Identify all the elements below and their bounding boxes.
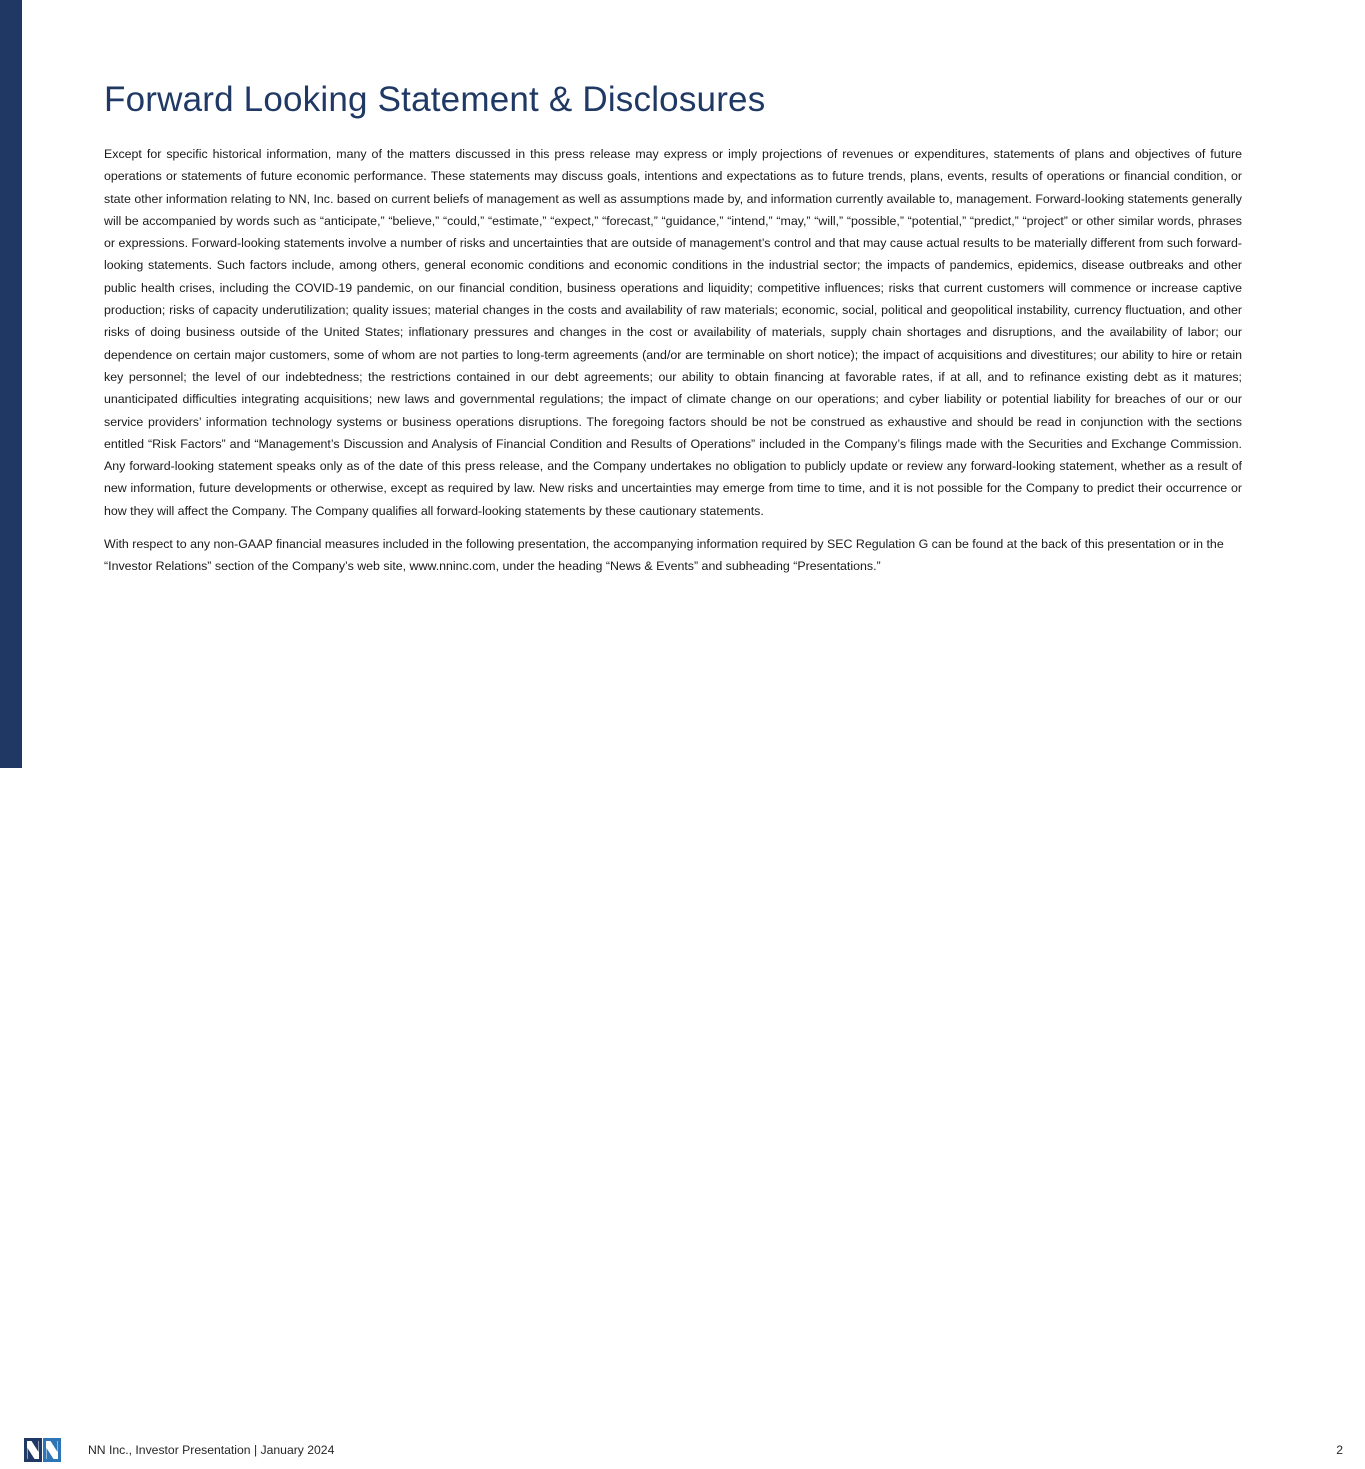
- page-title: Forward Looking Statement & Disclosures: [104, 80, 766, 120]
- disclosure-paragraph-1: Except for specific historical information, many of the matters discussed in this press release may express or imply projections of revenues or expenditures, statements of plans and objectives of future operations or statements of future economic performance. These statements may discuss goals, intentions and expectations as to future trends, plans, events, results of operations or financial condition, or state other information relating to NN, Inc. based on current beliefs of management as well as assumptions made by, and information currently available to, management. Forward-looking statements generally will be accompanied by words such as “anticipate,” “believe,” “could,” “estimate,” “expect,” “forecast,” “guidance,” “intend,” “may,” “will,” “possible,” “potential,” “predict,” “project” or other similar words, phrases or expressions. Forward-looking statements involve a number of risks and uncertainties that are outside of management’s control and that may cause actual results to be materially different from such forward-looking statements. Such factors include, among others, general economic conditions and economic conditions in the industrial sector; the impacts of pandemics, epidemics, disease outbreaks and other public health crises, including the COVID-19 pandemic, on our financial condition, business operations and liquidity; competitive influences; risks that current customers will commence or increase captive production; risks of capacity underutilization; quality issues; material changes in the costs and availability of raw materials; economic, social, political and geopolitical instability, currency fluctuation, and other risks of doing business outside of the United States; inflationary pressures and changes in the cost or availability of materials, supply chain shortages and disruptions, and the availability of labor; our dependence on certain major customers, some of whom are not parties to long-term agreements (and/or are terminable on short notice); the impact of acquisitions and divestitures; our ability to hire or retain key personnel; the level of our indebtedness; the restrictions contained in our debt agreements; our ability to obtain financing at favorable rates, if at all, and to refinance existing debt as it matures; unanticipated difficulties integrating acquisitions; new laws and governmental regulations; the impact of climate change on our operations; and cyber liability or potential liability for breaches of our or our service providers’ information technology systems or business operations disruptions. The foregoing factors should be not be construed as exhaustive and should be read in conjunction with the sections entitled “Risk Factors” and “Management’s Discussion and Analysis of Financial Condition and Results of Operations” included in the Company’s filings made with the Securities and Exchange Commission. Any forward-looking statement speaks only as of the date of this press release, and the Company undertakes no obligation to publicly update or review any forward-looking statement, whether as a result of new information, future developments or otherwise, except as required by law. New risks and uncertainties may emerge from time to time, and it is not possible for the Company to predict their occurrence or how they will affect the Company. The Company qualifies all forward-looking statements by these cautionary statements.: [104, 147, 1242, 518]
- slide-body: [104, 143, 1242, 578]
- disclosure-paragraph-2: With respect to any non-GAAP financial measures included in the following presentation, the accompanying information required by SEC Regulation G can be found at the back of this presentation or in the “Investor Relations” section of the Company’s web site, www.nninc.com, under the heading “News & Events” and subheading “Presentations.”: [104, 537, 1224, 574]
- footer-label: NN Inc., Investor Presentation | January 2024: [88, 1443, 335, 1457]
- page-number: 2: [1336, 1443, 1343, 1457]
- accent-bar-left: [0, 0, 22, 768]
- nn-logo: [24, 1436, 64, 1464]
- slide-footer: [0, 708, 1365, 1457]
